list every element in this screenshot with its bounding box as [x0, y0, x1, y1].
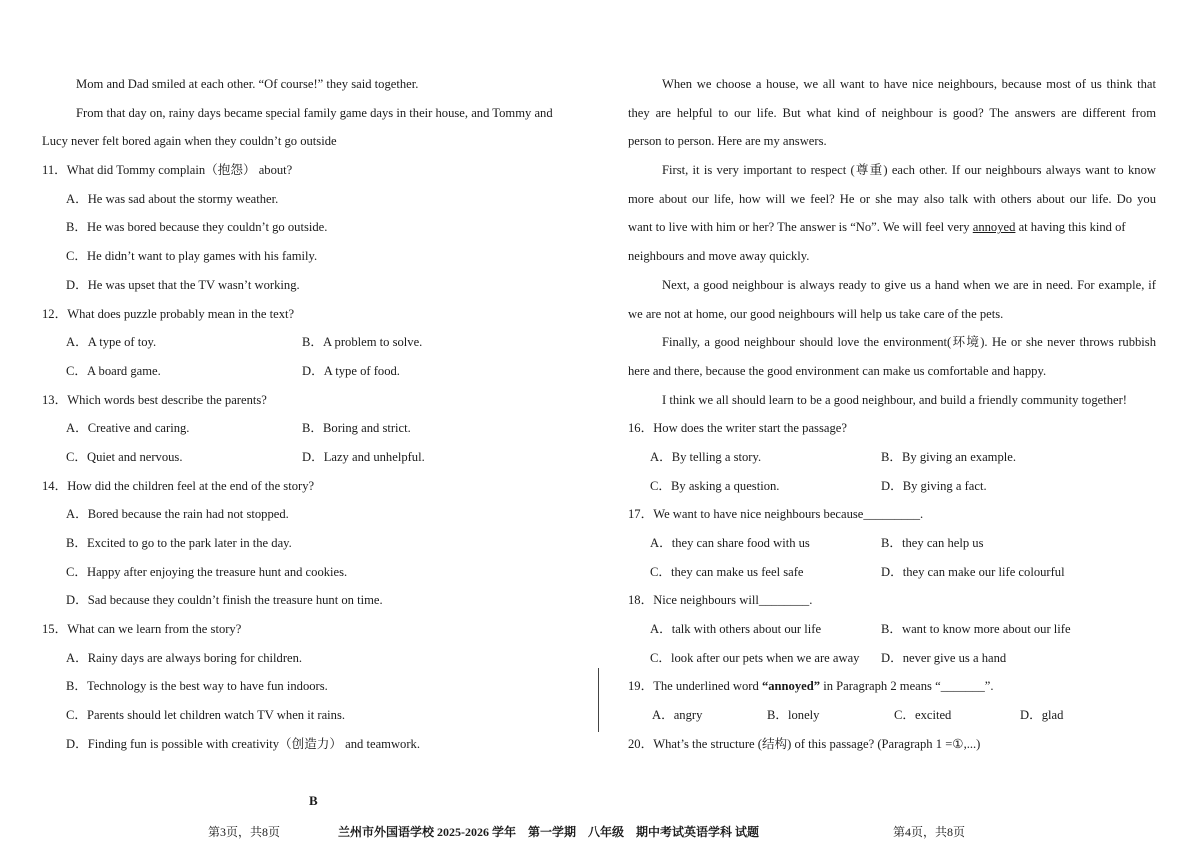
story-line: From that day on, rainy days became special family game days in their house, and Tommy and	[76, 105, 553, 120]
passage-line: neighbours and move away quickly.	[628, 249, 810, 264]
q18-option-a: A．talk with others about our life	[650, 622, 822, 637]
q16-option-a: A．By telling a story.	[650, 449, 762, 464]
q19-option-d: D．glad	[1020, 708, 1064, 723]
q17-options-row	[628, 529, 1156, 558]
q19-option-a: A．angry	[652, 708, 703, 723]
q12-option-a: A．A type of toy.	[66, 335, 157, 350]
q19-options-row	[628, 701, 1156, 730]
q18-options-row	[628, 644, 1156, 673]
question-14-stem: 14．How did the children feel at the end of the story?	[42, 478, 315, 493]
passage-text: at having this kind of	[1015, 220, 1126, 235]
q16-option-b: B．By giving an example.	[881, 449, 1017, 464]
footer-right-page-number: 第4页，共8页	[893, 825, 966, 839]
q13-option-c: C．Quiet and nervous.	[66, 449, 183, 464]
footer-left-page-number: 第3页，共8页	[208, 825, 281, 839]
q12-option-c: C．A board game.	[66, 363, 161, 378]
underlined-word-annoyed: annoyed	[972, 220, 1016, 235]
passage-line: person to person. Here are my answers.	[628, 134, 827, 149]
question-16-stem: 16．How does the writer start the passage?	[628, 421, 847, 436]
q13-option-b: B．Boring and strict.	[302, 421, 411, 436]
q13-options-row	[42, 414, 582, 443]
q12-option-b: B．A problem to solve.	[302, 335, 423, 350]
q17-option-c: C．they can make us feel safe	[650, 564, 804, 579]
passage-line: more about our life, how will we feel? He or she may also talk with others about our life. Do you	[628, 191, 1156, 206]
q17-options-row	[628, 558, 1156, 587]
question-13-stem: 13．Which words best describe the parents?	[42, 392, 267, 407]
q15-option-c: C．Parents should let children watch TV when it rains.	[66, 708, 345, 723]
passage-line: Next, a good neighbour is always ready to give us a hand when we are in need. For example, if	[662, 277, 1156, 292]
q11-option-c: C．He didn’t want to play games with his family.	[66, 249, 318, 264]
q12-options-row	[42, 357, 582, 386]
question-19-stem	[628, 672, 1156, 701]
section-b-heading: B	[309, 793, 318, 808]
question-17-stem: 17．We want to have nice neighbours because_________.	[628, 507, 924, 522]
column-divider	[598, 668, 599, 732]
question-18-stem: 18．Nice neighbours will________.	[628, 593, 813, 608]
passage-line: When we choose a house, we all want to have nice neighbours, because most of us think that	[662, 77, 1156, 91]
q11-option-d: D．He was upset that the TV wasn’t working.	[66, 277, 300, 292]
question-20-stem: 20．What’s the structure (结构) of this passage? (Paragraph 1 =①,...)	[628, 736, 981, 751]
q18-options-row	[628, 615, 1156, 644]
footer-exam-title: 兰州市外国语学校 2025-2026 学年 第一学期 八年级 期中考试英语学科 试题	[338, 825, 759, 839]
q16-options-row	[628, 443, 1156, 472]
q14-option-a: A．Bored because the rain had not stopped.	[66, 507, 289, 522]
question-11-stem: 11．What did Tommy complain（抱怨） about?	[42, 163, 293, 178]
q18-option-d: D．never give us a hand	[881, 650, 1007, 665]
q12-options-row	[42, 328, 582, 357]
passage-text: want to live with him or her? The answer is “No”. We will feel very	[628, 220, 973, 235]
passage-line: I think we all should learn to be a good neighbour, and build a friendly community together!	[662, 392, 1128, 407]
q13-option-a: A．Creative and caring.	[66, 421, 190, 436]
q12-option-d: D．A type of food.	[302, 363, 400, 378]
question-12-stem: 12．What does puzzle probably mean in the text?	[42, 306, 295, 321]
passage-line: First, it is very important to respect (尊重) each other. If our neighbours always want to know	[662, 163, 1156, 178]
q14-option-b: B．Excited to go to the park later in the day.	[66, 536, 292, 550]
q13-option-d: D．Lazy and unhelpful.	[302, 449, 425, 464]
q15-option-b: B．Technology is the best way to have fun indoors.	[66, 679, 328, 694]
q11-option-a: A．He was sad about the stormy weather.	[66, 191, 279, 206]
q17-option-d: D．they can make our life colourful	[881, 564, 1065, 579]
passage-line: we are not at home, our good neighbours will help us take care of the pets.	[628, 306, 1004, 321]
q19-option-c: C．excited	[894, 708, 952, 723]
passage-line: Finally, a good neighbour should love the environment(环境). He or she never throws rubbish	[662, 335, 1156, 350]
q16-option-d: D．By giving a fact.	[881, 478, 987, 493]
q17-option-a: A．they can share food with us	[650, 536, 810, 550]
story-line: Lucy never felt bored again when they couldn’t go outside	[42, 134, 337, 149]
q15-option-d: D．Finding fun is possible with creativity（创造力） and teamwork.	[66, 736, 420, 751]
story-line: Mom and Dad smiled at each other. “Of course!” they said together.	[76, 77, 419, 91]
q19-stem-text: 19．The underlined word	[628, 679, 762, 694]
q16-option-c: C．By asking a question.	[650, 478, 780, 493]
q19-stem-word: “annoyed”	[761, 679, 821, 694]
q14-option-c: C．Happy after enjoying the treasure hunt and cookies.	[66, 564, 348, 579]
q18-option-b: B．want to know more about our life	[881, 622, 1071, 637]
q14-option-d: D．Sad because they couldn’t finish the treasure hunt on time.	[66, 593, 383, 608]
passage-line-annoyed	[628, 213, 1156, 242]
passage-line: they are helpful to our life. But what kind of neighbour is good? The answers are different from	[628, 105, 1156, 120]
q15-option-a: A．Rainy days are always boring for children.	[66, 650, 303, 665]
left-column	[42, 70, 582, 759]
q16-options-row	[628, 472, 1156, 501]
q19-stem-text: in Paragraph 2 means “_______”.	[820, 679, 994, 694]
q11-option-b: B．He was bored because they couldn’t go outside.	[66, 220, 328, 235]
passage-line: here and there, because the good environment can make us comfortable and happy.	[628, 363, 1047, 378]
q17-option-b: B．they can help us	[881, 536, 984, 550]
q13-options-row	[42, 443, 582, 472]
right-column	[628, 70, 1156, 759]
q18-option-c: C．look after our pets when we are away	[650, 650, 860, 665]
question-15-stem: 15．What can we learn from the story?	[42, 622, 242, 637]
q19-option-b: B．lonely	[767, 708, 820, 723]
